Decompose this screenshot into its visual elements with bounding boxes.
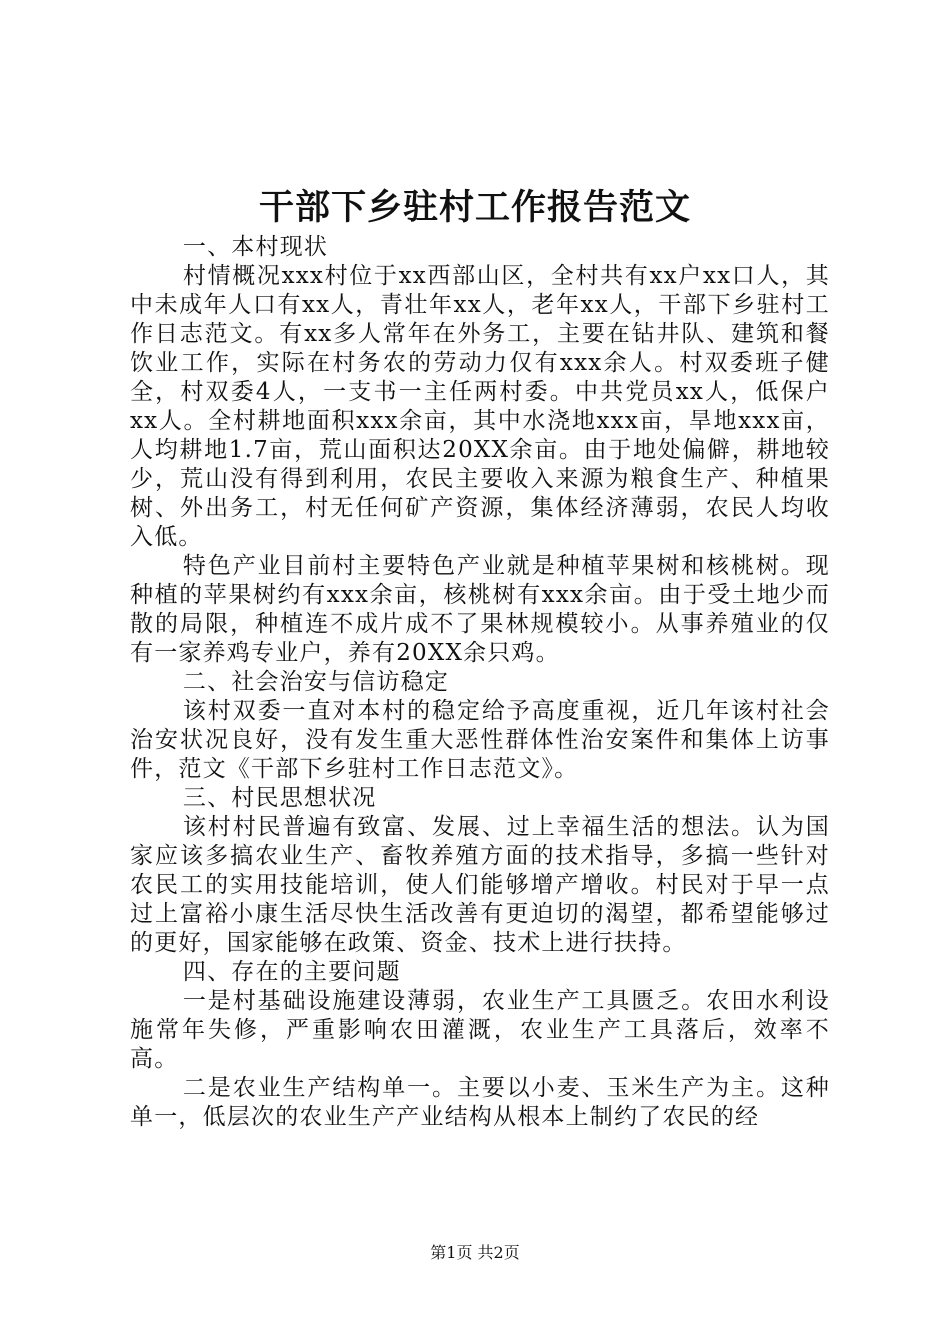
paragraph: 一是村基础设施建设薄弱，农业生产工具匮乏。农田水利设施常年失修，严重影响农田灌溉，农业生产工具落后，效率不高。 <box>130 988 830 1072</box>
paragraph: 二是农业生产结构单一。主要以小麦、玉米生产为主。这种单一，低层次的农业生产产业结构从根本上制约了农民的经 <box>130 1075 830 1130</box>
paragraph: 村情概况xxx村位于xx西部山区，全村共有xx户xx口人，其中未成年人口有xx人，青壮年xx人，老年xx人，干部下乡驻村工作日志范文。有xx多人常年在外务工，主要在钻井队、建筑和餐饮业工作，实际在村务农的劳动力仅有xxx余人。村双委班子健全，村双委4人，一支书一主任两村委。中共党员xx人，低保户xx人。全村耕地面积xxx余亩，其中水浇地xxx亩，旱地xxx亩，人均耕地1.7亩，荒山面积达20XX余亩。由于地处偏僻，耕地较少，荒山没有得到利用，农民主要收入来源为粮食生产、种植果树、外出务工，村无任何矿产资源，集体经济薄弱，农民人均收入低。 <box>130 263 830 550</box>
section-heading: 四、存在的主要问题 <box>182 959 401 985</box>
page-footer: 第1页 共2页 <box>430 1243 520 1262</box>
paragraph: 该村村民普遍有致富、发展、过上幸福生活的想法。认为国家应该多搞农业生产、畜牧养殖方面的技术指导，多搞一些针对农民工的实用技能培训，使人们能够增产增收。村民对于早一点过上富裕小康生活尽快生活改善有更迫切的渴望，都希望能够过的更好，国家能够在政策、资金、技术上进行扶持。 <box>130 814 830 956</box>
paragraph: 特色产业目前村主要特色产业就是种植苹果树和核桃树。现种植的苹果树约有xxx余亩，核桃树有xxx余亩。由于受土地少而散的局限，种植连不成片成不了果林规模较小。从事养殖业的仅有一家养鸡专业户，养有20XX余只鸡。 <box>130 553 830 666</box>
document-title: 干部下乡驻村工作报告范文 <box>258 187 691 228</box>
section-heading: 二、社会治安与信访稳定 <box>182 669 450 695</box>
document-body <box>130 233 830 1132</box>
section-heading: 一、本村现状 <box>182 234 329 260</box>
paragraph: 该村双委一直对本村的稳定给予高度重视，近几年该村社会治安状况良好，没有发生重大恶性群体性治安案件和集体上访事件，范文《干部下乡驻村工作日志范文》。 <box>130 698 830 782</box>
section-heading: 三、村民思想状况 <box>182 785 377 811</box>
